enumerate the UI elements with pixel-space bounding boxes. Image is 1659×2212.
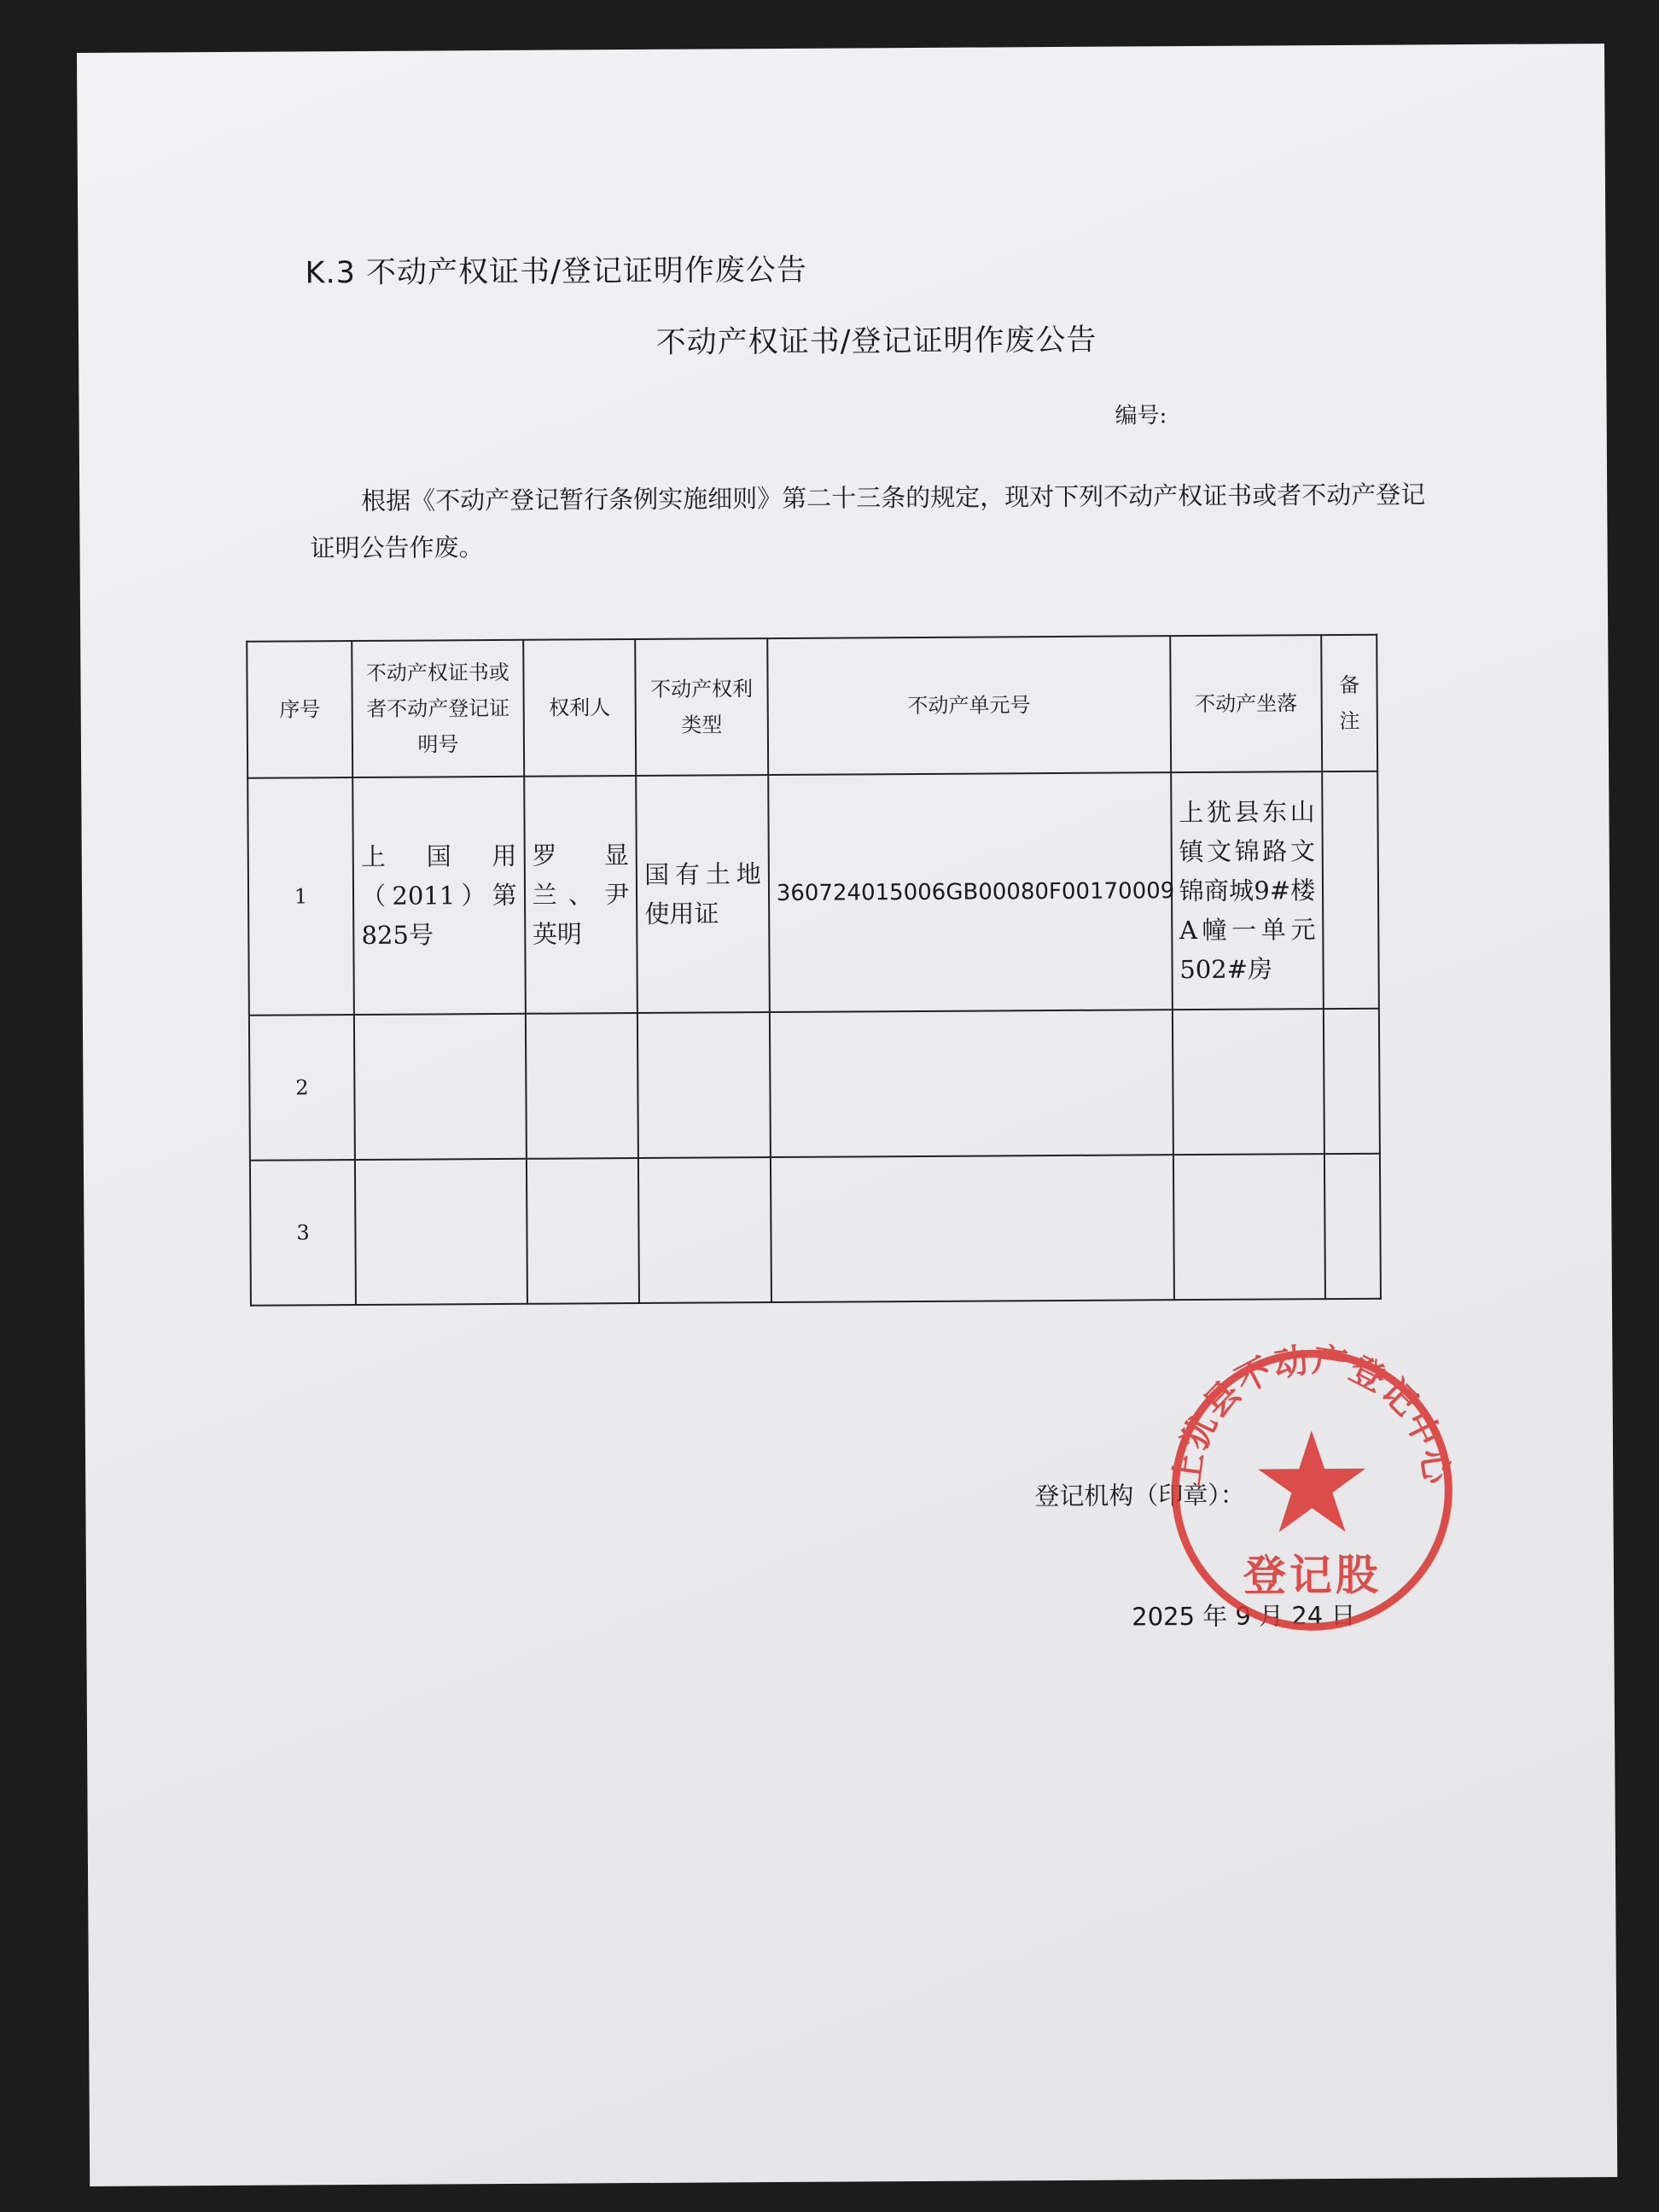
header-remark: 备注 bbox=[1321, 635, 1377, 771]
cell-unit-no: 360724015006GB00080F00170009 bbox=[768, 772, 1173, 1012]
header-holder: 权利人 bbox=[523, 639, 637, 777]
number-label: 编号: bbox=[1115, 403, 1167, 429]
header-right-type: 不动产权利类型 bbox=[635, 638, 768, 776]
cell-right-type: 国有土地使用证 bbox=[636, 775, 769, 1013]
cell-location: 上犹县东山镇文锦路文锦商城9#楼A幢一单元502#房 bbox=[1171, 771, 1324, 1010]
cell-holder: 罗显兰、尹英明 bbox=[524, 776, 637, 1014]
header-cert-no: 不动产权证书或者不动产登记证明号 bbox=[352, 640, 523, 777]
cell-unit-no bbox=[770, 1010, 1173, 1157]
cell-remark bbox=[1324, 1154, 1381, 1299]
registration-authority-label: 登记机构（印章）： bbox=[1034, 1480, 1245, 1511]
cell-cert-no bbox=[355, 1159, 527, 1305]
cell-holder bbox=[527, 1158, 640, 1304]
section-heading: K.3 不动产权证书/登记证明作废公告 bbox=[305, 253, 807, 291]
document-page bbox=[77, 44, 1617, 2186]
svg-text:上犹县不动产登记中心: 上犹县不动产登记中心 bbox=[1167, 1340, 1457, 1489]
document-title: 不动产权证书/登记证明作废公告 bbox=[655, 323, 1097, 360]
cell-cert-no: 上国用（2011）第825号 bbox=[352, 777, 525, 1015]
void-certificate-table bbox=[246, 634, 1382, 1307]
cell-seq: 2 bbox=[249, 1015, 355, 1161]
cell-seq: 3 bbox=[250, 1160, 356, 1306]
cell-location bbox=[1173, 1154, 1326, 1300]
cell-right-type bbox=[637, 1012, 771, 1158]
cell-cert-no bbox=[354, 1014, 527, 1160]
cell-remark bbox=[1322, 771, 1378, 1009]
official-seal-icon bbox=[1161, 1340, 1462, 1640]
body-paragraph: 根据《不动产登记暂行条例实施细则》第二十三条的规定，现对下列不动产权证书或者不动产登记证明公告作废。 bbox=[310, 480, 1426, 563]
issue-date: 2025 年 9 月 24 日 bbox=[1132, 1600, 1356, 1632]
table-row bbox=[250, 1154, 1381, 1306]
cell-unit-no bbox=[771, 1155, 1174, 1302]
header-location: 不动产坐落 bbox=[1170, 635, 1322, 772]
cell-remark bbox=[1324, 1009, 1380, 1154]
table-header-row bbox=[247, 635, 1377, 778]
table-row bbox=[249, 1009, 1380, 1161]
cell-right-type bbox=[638, 1157, 771, 1303]
header-seq: 序号 bbox=[247, 641, 352, 778]
cell-holder bbox=[526, 1013, 639, 1159]
table-row bbox=[247, 771, 1379, 1016]
svg-text:登记股: 登记股 bbox=[1243, 1550, 1382, 1601]
header-unit-no: 不动产单元号 bbox=[767, 636, 1171, 775]
cell-seq: 1 bbox=[247, 777, 354, 1016]
cell-location bbox=[1173, 1009, 1325, 1155]
